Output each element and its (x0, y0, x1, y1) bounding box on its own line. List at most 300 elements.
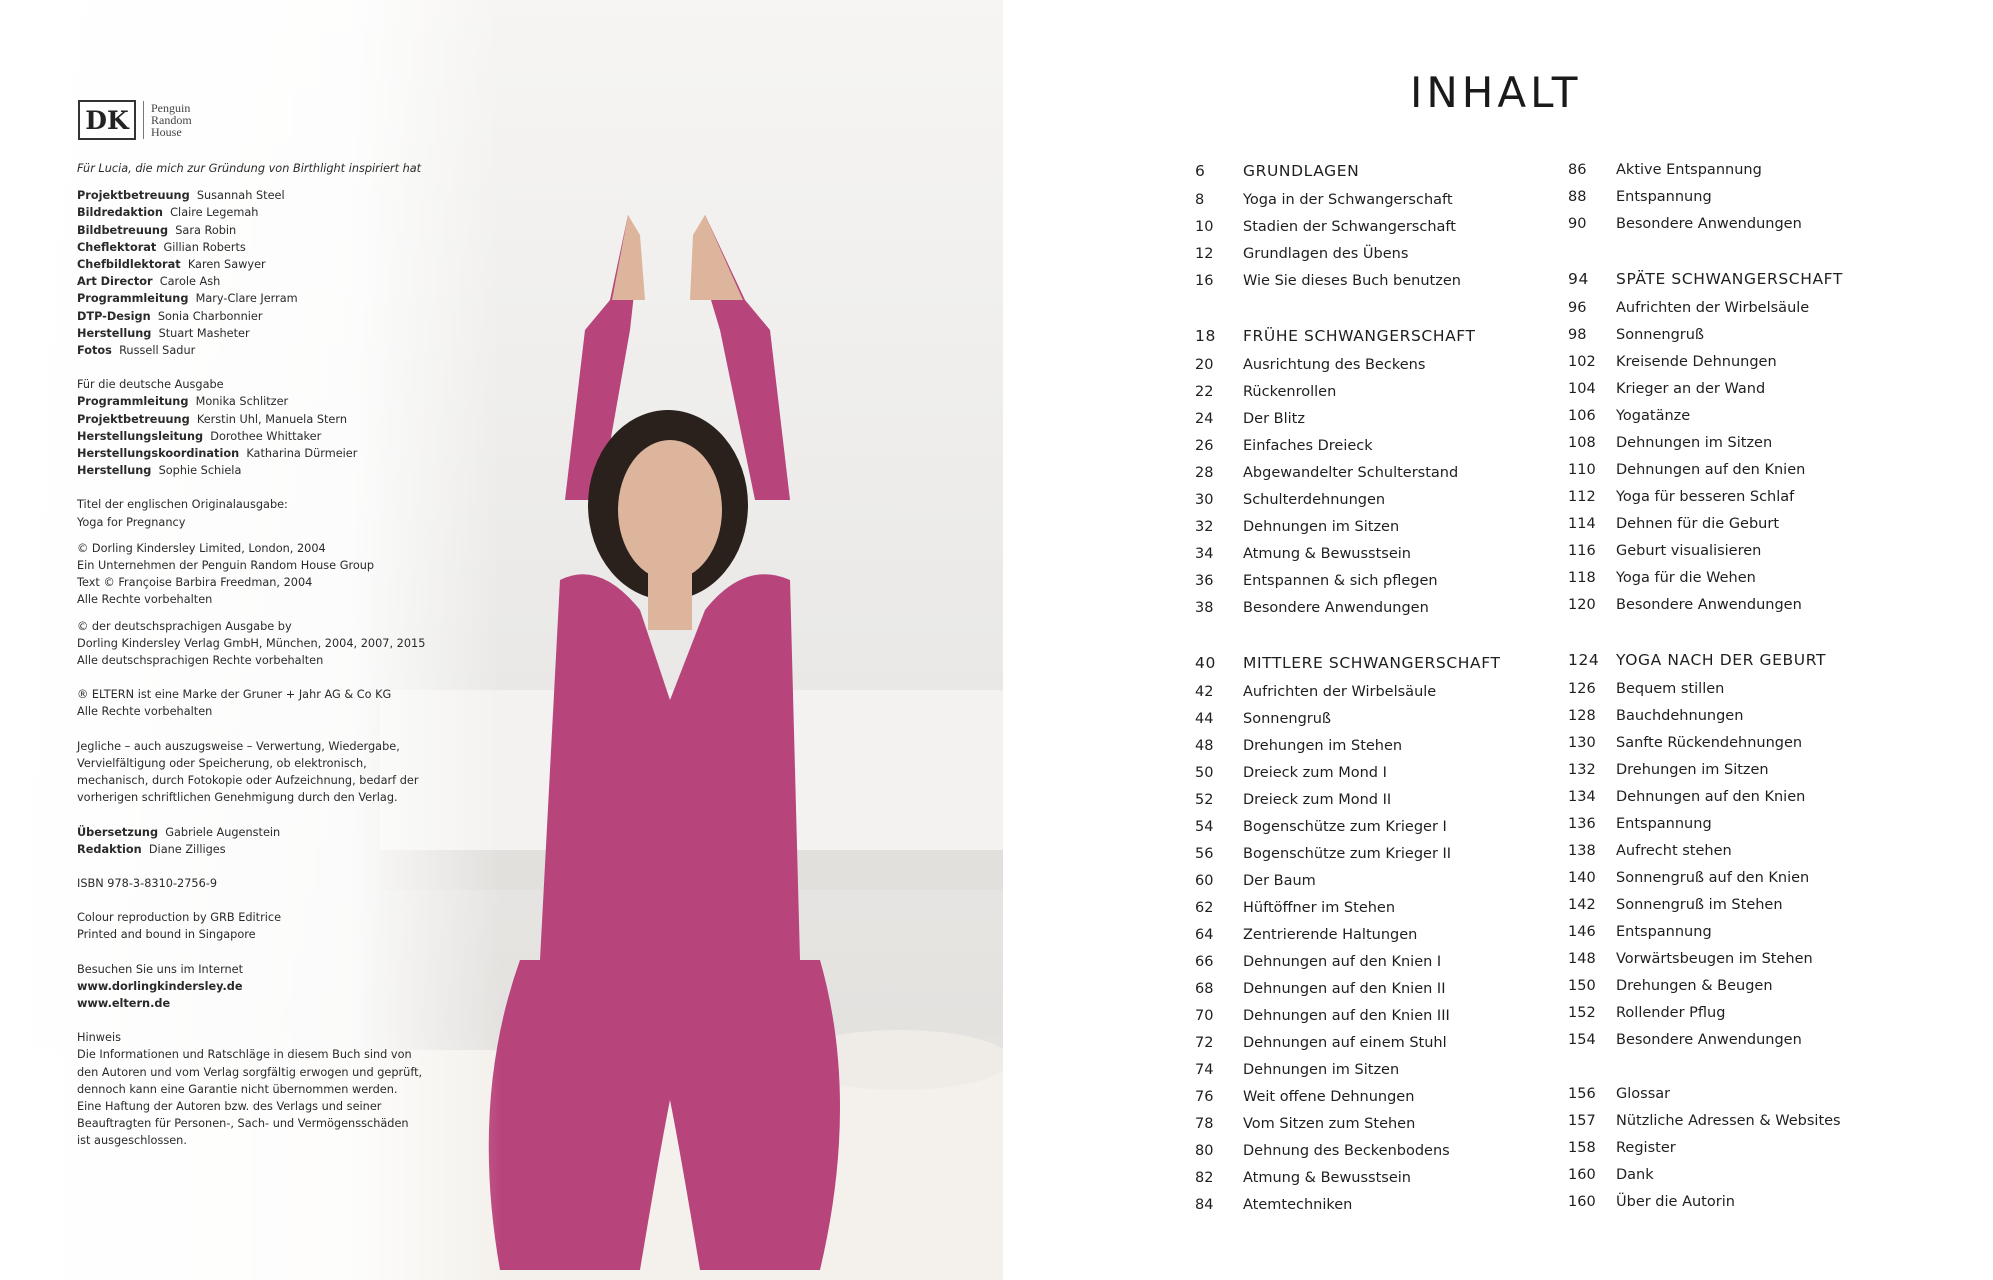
credit-name: Stuart Masheter (158, 326, 250, 340)
toc-entry (1568, 183, 1843, 210)
toc-entry (1568, 591, 1843, 618)
toc-page-number: 90 (1568, 215, 1587, 232)
credit-line (77, 325, 477, 342)
toc-entry (1568, 348, 1843, 375)
toc-entry (1195, 975, 1501, 1002)
toc-section-heading (1195, 156, 1501, 186)
toc-entry (1568, 756, 1843, 783)
credit-name: Gillian Roberts (163, 240, 246, 254)
toc-title: Aufrichten der Wirbelsäule (1243, 683, 1437, 700)
toc-entry (1568, 510, 1843, 537)
toc-entry (1568, 564, 1843, 591)
toc-entry (1195, 567, 1501, 594)
toc-page-number: 12 (1195, 245, 1214, 262)
toc-title: Hüftöffner im Stehen (1243, 899, 1396, 916)
toc-entry (1195, 678, 1501, 705)
credit-line (77, 273, 477, 290)
notice-title: Hinweis (77, 1031, 122, 1045)
credit-role: DTP-Design (77, 309, 151, 323)
toc-title: Yoga für die Wehen (1616, 569, 1756, 586)
toc-entry (1568, 294, 1843, 321)
toc-entry (1568, 1107, 1843, 1134)
toc-page-number: 88 (1568, 188, 1587, 205)
toc-page-number: 104 (1568, 380, 1596, 397)
toc-entry (1195, 1056, 1501, 1083)
toc-entry (1195, 432, 1501, 459)
imprint (77, 160, 477, 1167)
toc-title: Drehungen & Beugen (1616, 977, 1773, 994)
toc-section-heading (1568, 645, 1843, 675)
toc-title: Dehnungen im Sitzen (1243, 1061, 1400, 1078)
credit-role: Fotos (77, 344, 112, 358)
toc-page-number: 158 (1568, 1139, 1596, 1156)
toc-entry (1195, 732, 1501, 759)
toc-entry (1568, 783, 1843, 810)
toc-entry (1568, 1161, 1843, 1188)
toc-title: Rollender Pflug (1616, 1004, 1726, 1021)
toc-page-number: 34 (1195, 545, 1214, 562)
toc-page-number: 60 (1195, 872, 1214, 889)
toc-entry (1195, 921, 1501, 948)
credit-line (77, 462, 477, 479)
trademark-notice: ® ELTERN ist eine Marke der Gruner + Jahr AG & Co KG Alle Rechte vorbehalten (77, 688, 392, 719)
toc-title: Dehnungen auf den Knien (1616, 788, 1806, 805)
credit-line (77, 393, 477, 410)
toc-entry (1568, 1134, 1843, 1161)
toc-title: Besondere Anwendungen (1243, 599, 1429, 616)
toc-title: Dehnen für die Geburt (1616, 515, 1780, 532)
toc-entry (1195, 1191, 1501, 1218)
toc-page-number: 56 (1195, 845, 1214, 862)
credit-role: Projektbetreuung (77, 412, 190, 426)
credit-name: Mary-Clare Jerram (195, 292, 298, 306)
toc-entry (1195, 1164, 1501, 1191)
toc-page-number: 112 (1568, 488, 1596, 505)
credit-name: Dorothee Whittaker (210, 429, 322, 443)
credit-role: Herstellungskoordination (77, 447, 240, 461)
toc-entry (1195, 378, 1501, 405)
toc-entry (1568, 1080, 1843, 1107)
toc-entry (1195, 513, 1501, 540)
toc-title: Glossar (1616, 1085, 1671, 1102)
toc-entry (1568, 1188, 1843, 1215)
toc-page-number: 78 (1195, 1115, 1214, 1132)
toc-entry (1195, 867, 1501, 894)
toc-page-number: 120 (1568, 596, 1596, 613)
toc-title: Dehnungen im Sitzen (1243, 518, 1400, 535)
toc-page-number: 128 (1568, 707, 1596, 724)
toc-title: FRÜHE SCHWANGERSCHAFT (1243, 327, 1476, 345)
toc-entry (1568, 1026, 1843, 1053)
toc-title: Dehnungen auf den Knien II (1243, 980, 1446, 997)
toc-page-number: 36 (1195, 572, 1214, 589)
toc-page-number: 68 (1195, 980, 1214, 997)
toc-title: Nützliche Adressen & Websites (1616, 1112, 1841, 1129)
toc-entry (1568, 702, 1843, 729)
toc-title: Der Baum (1243, 872, 1316, 889)
penguin-random-house-logo: Penguin Random House (151, 101, 192, 139)
credit-role: Chefbildlektorat (77, 258, 181, 272)
credit-role: Projektbetreuung (77, 189, 190, 203)
toc-page-number: 160 (1568, 1166, 1596, 1183)
toc-entry (1568, 483, 1843, 510)
toc-title: Bogenschütze zum Krieger II (1243, 845, 1452, 862)
credit-name: Karen Sawyer (187, 258, 266, 272)
toc-page-number: 126 (1568, 680, 1596, 697)
toc-column-left (1195, 156, 1501, 1218)
credit-role: Cheflektorat (77, 240, 157, 254)
toc-title: Sonnengruß (1616, 326, 1705, 343)
toc-title: Besondere Anwendungen (1616, 1031, 1802, 1048)
toc-title: Bogenschütze zum Krieger I (1243, 818, 1447, 835)
credit-line (77, 290, 477, 307)
toc-entry (1195, 459, 1501, 486)
credit-name: Susannah Steel (196, 189, 285, 203)
credit-role: Redaktion (77, 842, 142, 856)
toc-title: Krieger an der Wand (1616, 380, 1766, 397)
toc-page-number: 86 (1568, 161, 1587, 178)
toc-title: Yoga in der Schwangerschaft (1243, 191, 1453, 208)
toc-entry (1195, 1029, 1501, 1056)
toc-page-number: 8 (1195, 191, 1205, 208)
credit-line (77, 222, 477, 239)
toc-title: Besondere Anwendungen (1616, 215, 1802, 232)
credit-role: Herstellung (77, 464, 152, 478)
toc-title: GRUNDLAGEN (1243, 162, 1360, 180)
toc-section-heading (1195, 648, 1501, 678)
toc-title: Bauchdehnungen (1616, 707, 1744, 724)
toc-entry (1195, 786, 1501, 813)
toc-page-number: 116 (1568, 542, 1596, 559)
toc-page-number: 62 (1195, 899, 1214, 916)
toc-page-number: 80 (1195, 1142, 1214, 1159)
toc-title: Rückenrollen (1243, 383, 1337, 400)
credit-line (77, 841, 477, 858)
toc-page-number: 30 (1195, 491, 1214, 508)
toc-entry (1568, 945, 1843, 972)
toc-entry (1568, 810, 1843, 837)
toc-title: Aufrichten der Wirbelsäule (1616, 299, 1810, 316)
toc-entry (1568, 675, 1843, 702)
toc-page-number: 76 (1195, 1088, 1214, 1105)
toc-page-number: 54 (1195, 818, 1214, 835)
toc-entry (1195, 240, 1501, 267)
toc-title: Sonnengruß im Stehen (1616, 896, 1783, 913)
toc-title: Yogatänze (1616, 407, 1691, 424)
toc-page-number: 74 (1195, 1061, 1214, 1078)
credit-name: Sophie Schiela (158, 464, 242, 478)
toc-page-number: 148 (1568, 950, 1596, 967)
toc-title: Entspannung (1616, 815, 1712, 832)
toc-title: Geburt visualisieren (1616, 542, 1762, 559)
toc-entry (1568, 429, 1843, 456)
credit-line (77, 445, 477, 462)
copyright-uk: © Dorling Kindersley Limited, London, 2004 Ein Unternehmen der Penguin Random House Group Text © Françoise Barbira Freedman, 2004 Alle Rechte vorbehalten (77, 541, 375, 607)
credit-name: Diane Zilliges (148, 842, 226, 856)
credit-name: Russell Sadur (119, 344, 196, 358)
toc-page-number: 48 (1195, 737, 1214, 754)
toc-title: Dehnungen auf den Knien (1616, 461, 1806, 478)
credit-role: Programmleitung (77, 292, 189, 306)
toc-title: Kreisende Dehnungen (1616, 353, 1777, 370)
toc-page-number: 96 (1568, 299, 1587, 316)
toc-page-number: 84 (1195, 1196, 1214, 1213)
toc-entry (1195, 1110, 1501, 1137)
german-edition-intro: Für die deutsche Ausgabe (77, 378, 224, 392)
rights-notice: Jegliche – auch auszugsweise – Verwertung, Wiedergabe, Vervielfältigung oder Speicherung, ob elektronisch, mechanisch, durch Fotokopie oder Aufzeichnung, bedarf der vorherigen schriftlichen Genehmigung durch den Verlag. (77, 739, 419, 805)
toc-entry (1568, 972, 1843, 999)
toc-page-number: 124 (1568, 651, 1600, 669)
credit-role: Art Director (77, 275, 153, 289)
credit-name: Claire Legemah (170, 206, 259, 220)
toc-spacer (1195, 294, 1501, 321)
toc-page-number: 22 (1195, 383, 1214, 400)
toc-entry (1195, 705, 1501, 732)
credit-line (77, 428, 477, 445)
toc-title: Entspannen & sich pflegen (1243, 572, 1438, 589)
dedication: Für Lucia, die mich zur Gründung von Birthlight inspiriert hat (77, 162, 422, 175)
toc-title: Vom Sitzen zum Stehen (1243, 1115, 1416, 1132)
toc-page-number: 26 (1195, 437, 1214, 454)
toc-title: Bequem stillen (1616, 680, 1725, 697)
toc-entry (1195, 894, 1501, 921)
toc-entry (1195, 813, 1501, 840)
toc-entry (1195, 1083, 1501, 1110)
toc-title: Register (1616, 1139, 1676, 1156)
website-link-dk: www.dorlingkindersley.de (77, 979, 243, 993)
toc-section-heading (1195, 321, 1501, 351)
toc-page-number: 94 (1568, 270, 1589, 288)
toc-page-number: 32 (1195, 518, 1214, 535)
toc-entry (1195, 840, 1501, 867)
german-credits (77, 376, 477, 479)
credit-line (77, 308, 477, 325)
contents-heading: INHALT (1410, 68, 1582, 117)
toc-page-number: 156 (1568, 1085, 1596, 1102)
toc-page-number: 64 (1195, 926, 1214, 943)
toc-title: Atmung & Bewusstsein (1243, 1169, 1411, 1186)
toc-page-number: 82 (1195, 1169, 1214, 1186)
toc-title: Yoga für besseren Schlaf (1616, 488, 1795, 505)
toc-column-right (1568, 156, 1843, 1215)
toc-entry (1568, 999, 1843, 1026)
print-info: Colour reproduction by GRB Editrice Printed and bound in Singapore (77, 911, 282, 942)
toc-page-number: 114 (1568, 515, 1596, 532)
toc-title: Entspannung (1616, 923, 1712, 940)
credit-line (77, 342, 477, 359)
toc-page-number: 24 (1195, 410, 1214, 427)
toc-entry (1195, 351, 1501, 378)
isbn: ISBN 978-3-8310-2756-9 (77, 876, 218, 890)
credit-line (77, 411, 477, 428)
contents-page (1003, 0, 1993, 1280)
toc-page-number: 10 (1195, 218, 1214, 235)
toc-page-number: 132 (1568, 761, 1596, 778)
toc-page-number: 134 (1568, 788, 1596, 805)
toc-page-number: 130 (1568, 734, 1596, 751)
toc-entry (1568, 156, 1843, 183)
credit-name: Sara Robin (175, 223, 237, 237)
toc-entry (1195, 213, 1501, 240)
toc-page-number: 50 (1195, 764, 1214, 781)
toc-entry (1568, 537, 1843, 564)
toc-entry (1568, 837, 1843, 864)
toc-title: Dehnungen auf einem Stuhl (1243, 1034, 1447, 1051)
toc-page-number: 154 (1568, 1031, 1596, 1048)
notice: Hinweis Die Informationen und Ratschläge in diesem Buch sind von den Autoren und vom Verlag sorgfältig erwogen und geprüft, dennoch kann eine Garantie nicht übernommen werden. Eine Haftung der Autoren bzw. des Verlags und seiner Beauftragten für Personen-, Sach- und Vermögensschäden ist ausgeschlossen. (77, 1029, 477, 1149)
toc-entry (1568, 864, 1843, 891)
toc-page-number: 160 (1568, 1193, 1596, 1210)
toc-title: MITTLERE SCHWANGERSCHAFT (1243, 654, 1501, 672)
credit-line (77, 204, 477, 221)
toc-page-number: 157 (1568, 1112, 1596, 1129)
toc-page-number: 16 (1195, 272, 1214, 289)
toc-entry (1195, 186, 1501, 213)
toc-page-number: 20 (1195, 356, 1214, 373)
credit-name: Carole Ash (159, 275, 221, 289)
toc-page-number: 150 (1568, 977, 1596, 994)
toc-title: Aufrecht stehen (1616, 842, 1732, 859)
toc-entry (1195, 1002, 1501, 1029)
toc-title: Atmung & Bewusstsein (1243, 545, 1411, 562)
original-title: Titel der englischen Originalausgabe: Yoga for Pregnancy (77, 498, 288, 529)
toc-entry (1568, 210, 1843, 237)
toc-title: Dehnungen im Sitzen (1616, 434, 1773, 451)
toc-entry (1195, 759, 1501, 786)
dk-logo: DK (78, 100, 136, 140)
credit-name: Gabriele Augenstein (165, 825, 281, 839)
toc-section-heading (1568, 264, 1843, 294)
toc-entry (1568, 402, 1843, 429)
toc-title: YOGA NACH DER GEBURT (1616, 651, 1827, 669)
toc-title: Dreieck zum Mond II (1243, 791, 1392, 808)
credit-name: Katharina Dürmeier (246, 447, 358, 461)
copyright-de: © der deutschsprachigen Ausgabe by Dorling Kindersley Verlag GmbH, München, 2004, 2007, 2015 Alle deutschsprachigen Rechte vorbehalten (77, 619, 426, 668)
toc-entry (1195, 540, 1501, 567)
toc-title: Ausrichtung des Beckens (1243, 356, 1426, 373)
toc-page-number: 142 (1568, 896, 1596, 913)
toc-page-number: 106 (1568, 407, 1596, 424)
toc-page-number: 146 (1568, 923, 1596, 940)
toc-entry (1195, 405, 1501, 432)
toc-page-number: 140 (1568, 869, 1596, 886)
credit-role: Übersetzung (77, 825, 159, 839)
toc-title: Dehnungen auf den Knien I (1243, 953, 1442, 970)
website-link-eltern: www.eltern.de (77, 996, 171, 1010)
toc-page-number: 108 (1568, 434, 1596, 451)
toc-title: Sonnengruß (1243, 710, 1332, 727)
toc-title: Stadien der Schwangerschaft (1243, 218, 1456, 235)
toc-page-number: 6 (1195, 162, 1206, 180)
toc-title: Sanfte Rückendehnungen (1616, 734, 1803, 751)
toc-page-number: 66 (1195, 953, 1214, 970)
toc-title: Der Blitz (1243, 410, 1305, 427)
toc-title: Entspannung (1616, 188, 1712, 205)
publisher-logo (78, 100, 192, 140)
toc-page-number: 152 (1568, 1004, 1596, 1021)
credit-line (77, 187, 477, 204)
credit-role: Bildbetreuung (77, 223, 169, 237)
toc-page-number: 118 (1568, 569, 1596, 586)
toc-title: Einfaches Dreieck (1243, 437, 1373, 454)
toc-title: Dreieck zum Mond I (1243, 764, 1387, 781)
credit-line (77, 824, 477, 841)
toc-page-number: 136 (1568, 815, 1596, 832)
credits-list (77, 187, 477, 359)
toc-entry (1568, 456, 1843, 483)
toc-entry (1195, 267, 1501, 294)
toc-page-number: 70 (1195, 1007, 1214, 1024)
toc-title: Wie Sie dieses Buch benutzen (1243, 272, 1461, 289)
toc-entry (1568, 891, 1843, 918)
toc-title: Dehnung des Beckenbodens (1243, 1142, 1450, 1159)
toc-title: SPÄTE SCHWANGERSCHAFT (1616, 270, 1843, 288)
credit-name: Kerstin Uhl, Manuela Stern (196, 412, 347, 426)
toc-spacer (1568, 237, 1843, 264)
toc-spacer (1195, 621, 1501, 648)
toc-page-number: 40 (1195, 654, 1216, 672)
toc-title: Dank (1616, 1166, 1654, 1183)
toc-page-number: 52 (1195, 791, 1214, 808)
toc-title: Weit offene Dehnungen (1243, 1088, 1415, 1105)
toc-page-number: 110 (1568, 461, 1596, 478)
toc-spacer (1568, 618, 1843, 645)
credit-name: Monika Schlitzer (195, 395, 289, 409)
toc-page-number: 18 (1195, 327, 1216, 345)
toc-title: Sonnengruß auf den Knien (1616, 869, 1810, 886)
toc-page-number: 42 (1195, 683, 1214, 700)
credit-role: Herstellung (77, 326, 152, 340)
toc-page-number: 38 (1195, 599, 1214, 616)
toc-title: Dehnungen auf den Knien III (1243, 1007, 1450, 1024)
internet-links: Besuchen Sie uns im Internet www.dorlingkindersley.de www.eltern.de (77, 962, 244, 1010)
logo-divider (143, 101, 144, 139)
toc-title: Abgewandelter Schulterstand (1243, 464, 1459, 481)
toc-title: Über die Autorin (1616, 1193, 1735, 1210)
toc-entry (1568, 729, 1843, 756)
toc-page-number: 138 (1568, 842, 1596, 859)
toc-page-number: 44 (1195, 710, 1214, 727)
credit-role: Herstellungsleitung (77, 429, 204, 443)
credit-role: Bildredaktion (77, 206, 163, 220)
toc-title: Drehungen im Sitzen (1616, 761, 1769, 778)
toc-title: Aktive Entspannung (1616, 161, 1762, 178)
toc-entry (1195, 1137, 1501, 1164)
toc-page-number: 72 (1195, 1034, 1214, 1051)
credit-name: Sonia Charbonnier (157, 309, 263, 323)
credit-line (77, 239, 477, 256)
toc-entry (1568, 918, 1843, 945)
toc-title: Schulterdehnungen (1243, 491, 1386, 508)
toc-title: Besondere Anwendungen (1616, 596, 1802, 613)
toc-title: Zentrierende Haltungen (1243, 926, 1418, 943)
toc-entry (1195, 594, 1501, 621)
toc-page-number: 98 (1568, 326, 1587, 343)
credit-role: Programmleitung (77, 395, 189, 409)
toc-entry (1568, 321, 1843, 348)
toc-title: Atemtechniken (1243, 1196, 1353, 1213)
toc-entry (1195, 486, 1501, 513)
credit-line (77, 256, 477, 273)
toc-entry (1568, 375, 1843, 402)
toc-entry (1195, 948, 1501, 975)
toc-title: Grundlagen des Übens (1243, 245, 1409, 262)
toc-title: Vorwärtsbeugen im Stehen (1616, 950, 1813, 967)
toc-title: Drehungen im Stehen (1243, 737, 1403, 754)
toc-page-number: 28 (1195, 464, 1214, 481)
translation-credits (77, 824, 477, 858)
toc-spacer (1568, 1053, 1843, 1080)
